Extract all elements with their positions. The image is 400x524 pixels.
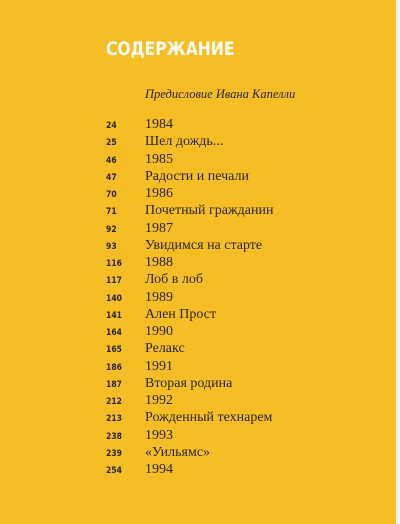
toc-row: [0, 272, 396, 289]
toc-entry-title: Ален Прост: [145, 306, 217, 322]
toc-page-number: 186: [106, 362, 122, 373]
toc-row: [0, 134, 396, 151]
toc-row: [0, 341, 396, 358]
toc-entry-title: 1985: [145, 151, 173, 167]
toc-page-number: 24: [106, 121, 117, 131]
toc-row: [0, 393, 396, 410]
toc-entry-title: Лоб в лоб: [145, 272, 203, 288]
toc-page-number: 213: [106, 414, 122, 425]
toc-entry-title: 1986: [145, 186, 173, 201]
toc-row: [0, 255, 396, 272]
toc-row: [0, 462, 396, 479]
toc-page-number: 25: [106, 138, 117, 149]
toc-row: [0, 221, 396, 238]
toc-entry-title: 1993: [145, 427, 173, 443]
toc-entry-title: «Уильямс»: [145, 444, 211, 460]
toc-entry-title: Увидимся на старте: [145, 237, 263, 253]
toc-page-number: 212: [106, 397, 122, 407]
toc-page-number: 141: [106, 310, 122, 321]
toc-row: [0, 428, 396, 445]
toc-page-number: 140: [106, 293, 122, 304]
toc-entry-title: Радости и печали: [145, 168, 250, 184]
toc-row: [0, 445, 396, 462]
toc-row: [0, 117, 396, 134]
toc-entry-title: Релакс: [145, 341, 185, 357]
toc-row: [0, 359, 396, 376]
toc-page-number: 47: [106, 172, 117, 183]
toc-entry-title: 1987: [145, 220, 173, 236]
toc-page-number: 71: [106, 207, 117, 218]
toc-row: [0, 410, 396, 427]
toc-row: [0, 186, 396, 203]
toc-entry-title: Рожденный технарем: [145, 410, 273, 426]
toc-entry-title: 1990: [145, 324, 173, 339]
toc-page-number: 117: [106, 276, 122, 287]
toc-row: [0, 376, 396, 393]
toc-entry-title: 1992: [145, 393, 173, 408]
toc-page-number: 187: [106, 379, 122, 390]
toc-row: [0, 203, 396, 220]
toc-entry-title: 1984: [145, 117, 173, 132]
toc-entry-title: 1991: [145, 358, 173, 374]
toc-page-number: 254: [106, 466, 122, 476]
toc-entry-title: Вторая родина: [145, 375, 233, 391]
toc-page-number: 165: [106, 345, 122, 356]
toc-page-number: 116: [106, 259, 122, 269]
toc-row: [0, 324, 396, 341]
toc-entry-title: Шел дождь...: [145, 134, 224, 150]
toc-entry-title: Почетный гражданин: [145, 203, 274, 219]
toc-page-number: 164: [106, 328, 122, 338]
toc-page-number: 239: [106, 448, 122, 459]
toc-row: [0, 307, 396, 324]
toc-page-number: 93: [106, 241, 117, 252]
contents-heading: СОДЕРЖАНИЕ: [106, 38, 235, 60]
toc-page-number: 70: [106, 190, 117, 200]
toc-row: [0, 238, 396, 255]
toc-page-number: 238: [106, 431, 122, 442]
toc-page-number: 92: [106, 224, 117, 235]
preface-entry: Предисловие Ивана Капелли: [145, 87, 296, 101]
toc-entry-title: 1988: [145, 255, 173, 270]
toc-entry-title: 1994: [145, 462, 173, 477]
page-edge: [396, 0, 400, 524]
toc-page-number: 46: [106, 155, 117, 166]
toc-row: [0, 290, 396, 307]
toc-row: [0, 152, 396, 169]
toc-entry-title: 1989: [145, 289, 173, 305]
toc-row: [0, 169, 396, 186]
